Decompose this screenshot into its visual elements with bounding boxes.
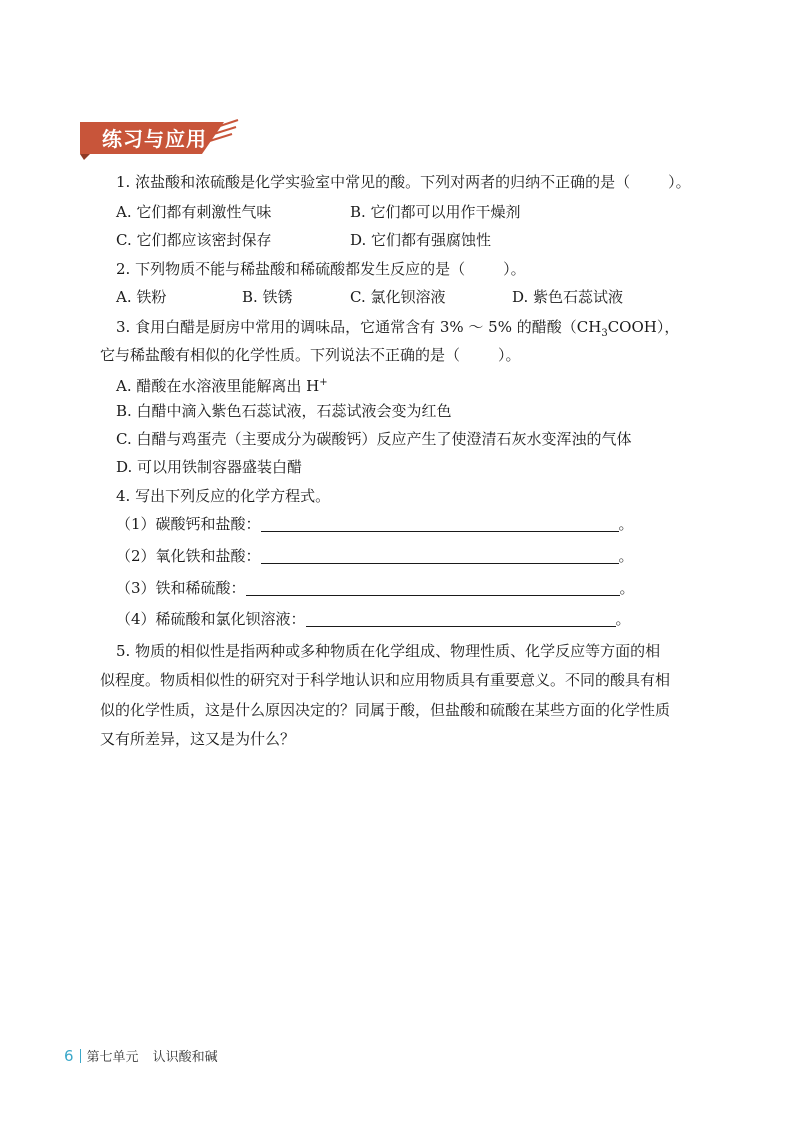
q4-item-4-answer-line[interactable] xyxy=(306,610,616,627)
q3-option-a xyxy=(116,373,328,396)
q4-item-3-answer-line[interactable] xyxy=(246,579,620,596)
q4-item-2-end: 。 xyxy=(618,547,634,565)
q3-formula-subscript: 3 xyxy=(601,328,608,339)
q4-item-4 xyxy=(116,609,631,629)
q3-option-b: B. 白醋中滴入紫色石蕊试液，石蕊试液会变为红色 xyxy=(116,402,452,420)
q1-option-b: B. 它们都可以用作干燥剂 xyxy=(350,203,521,221)
q4-item-3-end: 。 xyxy=(619,579,635,597)
q5-line-4: 又有所差异，这又是为什么？ xyxy=(100,730,296,748)
q4-item-3 xyxy=(116,578,635,598)
q4-stem: 4. 写出下列反应的化学方程式。 xyxy=(116,487,331,505)
q3-stem2-text: 它与稀盐酸有相似的化学性质。下列说法不正确的是（ xyxy=(100,346,461,364)
q3-option-c: C. 白醋与鸡蛋壳（主要成分为碳酸钙）反应产生了使澄清石灰水变浑浊的气体 xyxy=(116,430,632,448)
q3-stem-text: 3. 食用白醋是厨房中常用的调味品，它通常含有 3% ～ 5% 的醋酸（CH xyxy=(116,318,602,336)
q4-item-2 xyxy=(116,546,634,566)
q3-option-a-text: A. 醋酸在水溶液里能解离出 H xyxy=(116,377,320,395)
q2-option-d: D. 紫色石蕊试液 xyxy=(512,288,624,306)
page-number: 6 xyxy=(64,1047,74,1065)
q4-item-4-label: （4）稀硫酸和氯化钡溶液： xyxy=(116,610,306,628)
footer-topic: 认识酸和碱 xyxy=(152,1050,218,1065)
q5-line-3: 似的化学性质，这是什么原因决定的？同属于酸，但盐酸和硫酸在某些方面的化学性质 xyxy=(100,701,671,719)
q4-item-3-label: （3）铁和稀硫酸： xyxy=(116,579,246,597)
q3-stem-line1 xyxy=(116,317,679,344)
q3-option-d: D. 可以用铁制容器盛装白醋 xyxy=(116,458,303,476)
q1-stem xyxy=(116,172,691,192)
q1-option-d: D. 它们都有强腐蚀性 xyxy=(350,231,492,249)
q2-option-b: B. 铁锈 xyxy=(242,288,293,306)
section-banner xyxy=(80,116,240,160)
q4-item-4-end: 。 xyxy=(615,610,631,628)
q2-stem-text: 2. 下列物质不能与稀盐酸和稀硫酸都发生反应的是（ xyxy=(116,260,466,278)
q4-item-1-label: （1）碳酸钙和盐酸： xyxy=(116,515,261,533)
q4-item-1-answer-line[interactable] xyxy=(261,515,619,532)
q3-stem2-end: ）。 xyxy=(498,346,521,364)
q1-stem-text: 1. 浓盐酸和浓硫酸是化学实验室中常见的酸。下列对两者的归纳不正确的是（ xyxy=(116,173,631,191)
q1-option-c: C. 它们都应该密封保存 xyxy=(116,231,272,249)
q2-stem xyxy=(116,259,526,279)
q4-item-1-end: 。 xyxy=(618,515,634,533)
q5-line-1: 5. 物质的相似性是指两种或多种物质在化学组成、物理性质、化学反应等方面的相 xyxy=(116,642,661,660)
page-footer xyxy=(64,1046,218,1065)
q4-item-2-answer-line[interactable] xyxy=(261,547,619,564)
q2-stem-end: ）。 xyxy=(503,260,526,278)
q5-line-2: 似程度。物质相似性的研究对于科学地认识和应用物质具有重要意义。不同的酸具有相 xyxy=(100,671,671,689)
q1-stem-end: ）。 xyxy=(668,173,691,191)
q3-ion-superscript: + xyxy=(319,377,328,388)
section-title: 练习与应用 xyxy=(102,127,207,151)
q3-stem-text-end: COOH）， xyxy=(607,318,680,336)
q4-item-2-label: （2）氧化铁和盐酸： xyxy=(116,547,261,565)
q2-option-c: C. 氯化钡溶液 xyxy=(350,288,446,306)
q2-option-a: A. 铁粉 xyxy=(116,288,167,306)
q1-option-a: A. 它们都有刺激性气味 xyxy=(116,203,272,221)
q3-stem-line2 xyxy=(100,345,521,365)
footer-unit: 第七单元 xyxy=(86,1050,139,1065)
q4-item-1 xyxy=(116,514,634,534)
footer-divider xyxy=(80,1049,81,1063)
